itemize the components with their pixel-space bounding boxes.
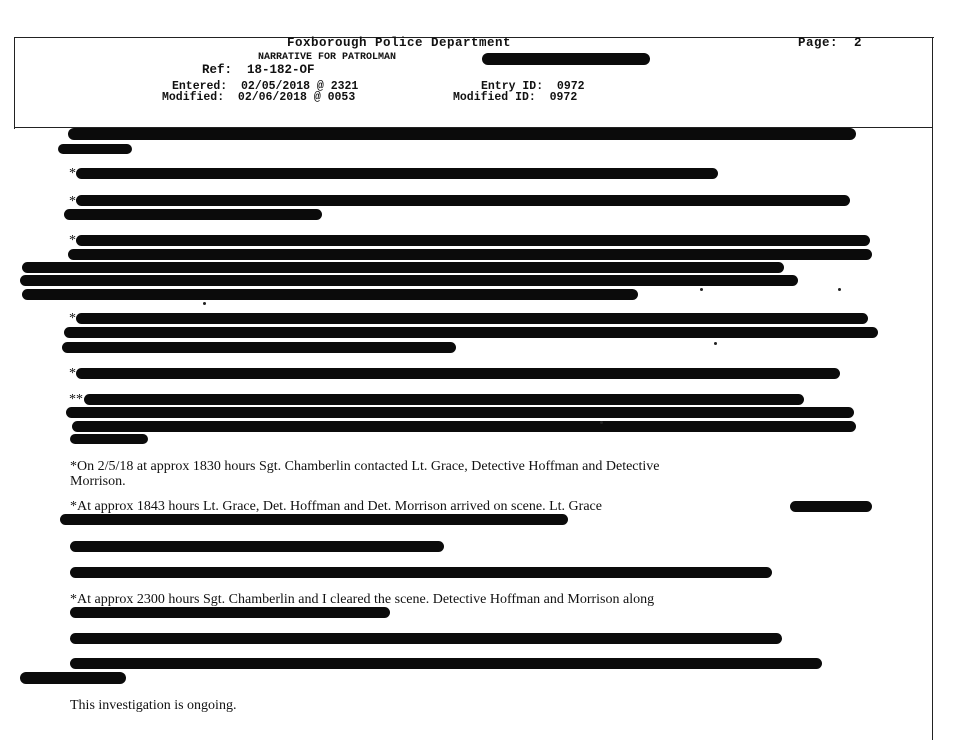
scan-speck [700,288,703,291]
redaction-bar [70,434,148,444]
redaction-bar [64,327,878,338]
redaction-bar [70,567,772,578]
redaction-bar [58,144,132,154]
department-title: Foxborough Police Department [287,36,512,50]
page-number: Page: 2 [798,36,863,50]
scan-speck [600,421,603,424]
entry-id: Entry ID: 0972 [481,80,585,93]
redaction-bar [20,275,798,286]
redacted-officer-name [482,53,650,65]
paragraph-marker: * [69,366,76,381]
redaction-bar [70,658,822,669]
redaction-bar [72,421,856,432]
scan-speck [838,288,841,291]
redaction-bar [20,672,126,684]
narrative-paragraph-1843: *At approx 1843 hours Lt. Grace, Det. Hoffman and Det. Morrison arrived on scene. Lt. Grace [70,499,602,514]
redaction-bar [68,128,856,140]
redaction-bar [22,262,784,273]
redaction-bar [790,501,872,512]
page-frame-right [932,37,933,740]
redaction-bar [68,249,872,260]
narrative-label: NARRATIVE FOR PATROLMAN [258,52,397,63]
redaction-bar [62,342,456,353]
paragraph-marker: * [69,166,76,181]
redaction-bar [76,313,868,324]
redaction-bar [76,235,870,246]
closing-statement: This investigation is ongoing. [70,698,237,713]
redaction-bar [76,368,840,379]
reference-number: Ref: 18-182-OF [202,63,315,77]
narrative-paragraph-2300: *At approx 2300 hours Sgt. Chamberlin and I cleared the scene. Detective Hoffman and Morrison along [70,592,655,607]
header-frame-left [14,37,15,129]
scan-speck [714,342,717,345]
redaction-bar [22,289,638,300]
redaction-bar [70,541,444,552]
paragraph-marker: * [69,311,76,326]
redaction-bar [60,514,568,525]
redaction-bar [64,209,322,220]
paragraph-marker: ** [69,392,83,407]
redaction-bar [70,633,782,644]
modified-id: Modified ID: 0972 [453,91,578,104]
redaction-bar [76,168,718,179]
narrative-paragraph-1830-continued: Morrison. [70,474,126,489]
narrative-paragraph-1830: *On 2/5/18 at approx 1830 hours Sgt. Chamberlin contacted Lt. Grace, Detective Hoffman and Detective [70,459,660,474]
redaction-bar [70,607,390,618]
scan-speck [203,302,206,305]
redaction-bar [84,394,804,405]
paragraph-marker: * [69,233,76,248]
modified-timestamp: Modified: 02/06/2018 @ 0053 [162,91,356,104]
entered-timestamp: Entered: 02/05/2018 @ 2321 [172,80,359,93]
redaction-bar [66,407,854,418]
redaction-bar [76,195,850,206]
paragraph-marker: * [69,194,76,209]
